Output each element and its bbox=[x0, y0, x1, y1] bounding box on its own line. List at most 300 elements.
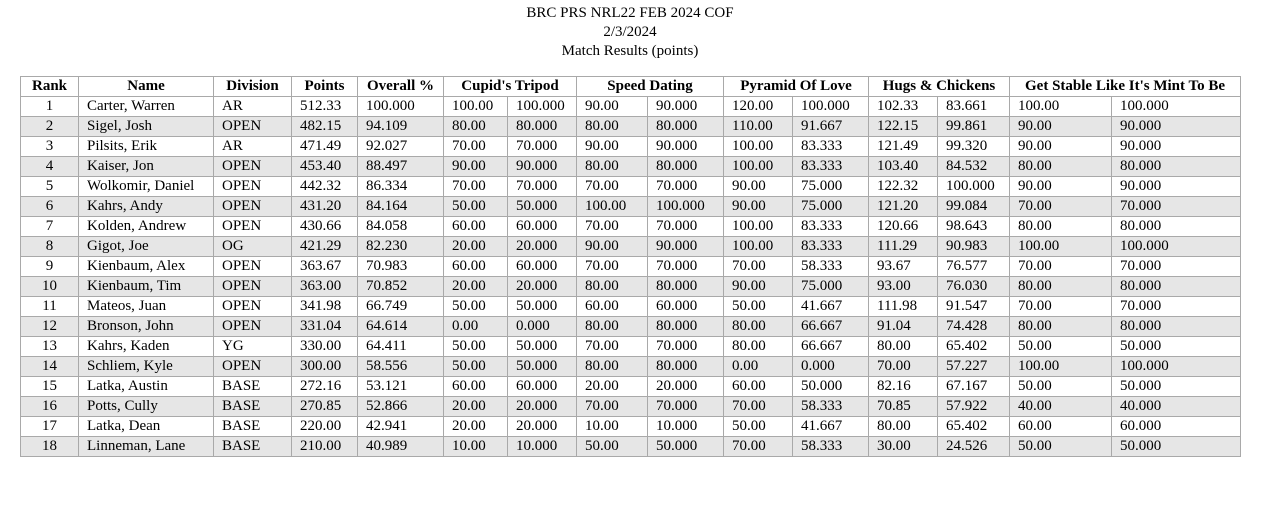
cell-stage-1-percent: 70.000 bbox=[508, 137, 577, 157]
cell-stage-1-percent: 50.000 bbox=[508, 297, 577, 317]
cell-name: Pilsits, Erik bbox=[79, 137, 214, 157]
table-row bbox=[21, 117, 1241, 137]
cell-stage-4-percent: 57.922 bbox=[938, 397, 1010, 417]
cell-rank: 8 bbox=[21, 237, 79, 257]
cell-stage-2-points: 60.00 bbox=[577, 297, 648, 317]
cell-stage-1-percent: 20.000 bbox=[508, 237, 577, 257]
cell-name: Schliem, Kyle bbox=[79, 357, 214, 377]
cell-stage-2-points: 80.00 bbox=[577, 357, 648, 377]
cell-stage-1-percent: 90.000 bbox=[508, 157, 577, 177]
cell-points: 453.40 bbox=[292, 157, 358, 177]
cell-stage-5-points: 100.00 bbox=[1010, 97, 1112, 117]
cell-overall-percent: 88.497 bbox=[358, 157, 444, 177]
cell-stage-1-percent: 50.000 bbox=[508, 357, 577, 377]
cell-stage-5-percent: 40.000 bbox=[1112, 397, 1241, 417]
cell-stage-2-points: 70.00 bbox=[577, 397, 648, 417]
cell-stage-2-points: 70.00 bbox=[577, 337, 648, 357]
cell-stage-3-percent: 83.333 bbox=[793, 157, 869, 177]
cell-rank: 16 bbox=[21, 397, 79, 417]
cell-stage-3-points: 80.00 bbox=[724, 317, 793, 337]
cell-division: BASE bbox=[214, 397, 292, 417]
cell-stage-1-points: 70.00 bbox=[444, 177, 508, 197]
cell-stage-4-points: 111.98 bbox=[869, 297, 938, 317]
cell-stage-1-points: 70.00 bbox=[444, 137, 508, 157]
report-subtitle: Match Results (points) bbox=[561, 43, 699, 59]
cell-stage-5-percent: 70.000 bbox=[1112, 257, 1241, 277]
cell-stage-2-points: 80.00 bbox=[577, 317, 648, 337]
cell-stage-1-points: 60.00 bbox=[444, 257, 508, 277]
cell-stage-3-percent: 66.667 bbox=[793, 317, 869, 337]
table-header-row bbox=[21, 77, 1241, 97]
table-row bbox=[21, 197, 1241, 217]
table-row bbox=[21, 317, 1241, 337]
table-row bbox=[21, 237, 1241, 257]
cell-name: Gigot, Joe bbox=[79, 237, 214, 257]
cell-name: Carter, Warren bbox=[79, 97, 214, 117]
cell-division: OPEN bbox=[214, 197, 292, 217]
cell-stage-4-percent: 99.320 bbox=[938, 137, 1010, 157]
cell-stage-2-points: 90.00 bbox=[577, 237, 648, 257]
cell-overall-percent: 64.411 bbox=[358, 337, 444, 357]
cell-points: 331.04 bbox=[292, 317, 358, 337]
cell-division: BASE bbox=[214, 417, 292, 437]
cell-stage-3-percent: 83.333 bbox=[793, 137, 869, 157]
cell-name: Potts, Cully bbox=[79, 397, 214, 417]
cell-name: Mateos, Juan bbox=[79, 297, 214, 317]
cell-division: OPEN bbox=[214, 117, 292, 137]
cell-points: 270.85 bbox=[292, 397, 358, 417]
cell-stage-2-points: 70.00 bbox=[577, 177, 648, 197]
cell-stage-3-points: 50.00 bbox=[724, 297, 793, 317]
cell-points: 421.29 bbox=[292, 237, 358, 257]
cell-stage-4-points: 80.00 bbox=[869, 337, 938, 357]
cell-stage-2-points: 70.00 bbox=[577, 257, 648, 277]
cell-stage-4-points: 82.16 bbox=[869, 377, 938, 397]
col-header-stage-1: Cupid's Tripod bbox=[444, 77, 577, 97]
cell-stage-2-points: 90.00 bbox=[577, 97, 648, 117]
table-row bbox=[21, 357, 1241, 377]
cell-stage-3-points: 100.00 bbox=[724, 217, 793, 237]
cell-stage-3-points: 90.00 bbox=[724, 177, 793, 197]
cell-stage-1-percent: 70.000 bbox=[508, 177, 577, 197]
cell-rank: 5 bbox=[21, 177, 79, 197]
cell-stage-3-percent: 83.333 bbox=[793, 217, 869, 237]
table-row bbox=[21, 277, 1241, 297]
cell-stage-2-points: 20.00 bbox=[577, 377, 648, 397]
cell-stage-2-percent: 10.000 bbox=[648, 417, 724, 437]
cell-stage-3-points: 50.00 bbox=[724, 417, 793, 437]
cell-stage-1-percent: 100.000 bbox=[508, 97, 577, 117]
cell-stage-2-percent: 70.000 bbox=[648, 217, 724, 237]
cell-stage-5-points: 50.00 bbox=[1010, 337, 1112, 357]
cell-stage-4-points: 121.20 bbox=[869, 197, 938, 217]
cell-stage-3-points: 110.00 bbox=[724, 117, 793, 137]
cell-stage-3-percent: 0.000 bbox=[793, 357, 869, 377]
cell-stage-4-percent: 65.402 bbox=[938, 417, 1010, 437]
cell-stage-3-percent: 41.667 bbox=[793, 297, 869, 317]
cell-stage-2-points: 80.00 bbox=[577, 277, 648, 297]
cell-stage-1-percent: 20.000 bbox=[508, 277, 577, 297]
cell-stage-3-percent: 83.333 bbox=[793, 237, 869, 257]
cell-stage-4-percent: 57.227 bbox=[938, 357, 1010, 377]
cell-stage-1-percent: 60.000 bbox=[508, 377, 577, 397]
cell-stage-1-points: 20.00 bbox=[444, 417, 508, 437]
cell-stage-3-points: 100.00 bbox=[724, 157, 793, 177]
cell-stage-5-percent: 80.000 bbox=[1112, 157, 1241, 177]
cell-division: YG bbox=[214, 337, 292, 357]
cell-division: AR bbox=[214, 97, 292, 117]
table-row bbox=[21, 257, 1241, 277]
cell-stage-2-percent: 70.000 bbox=[648, 177, 724, 197]
cell-stage-1-points: 50.00 bbox=[444, 357, 508, 377]
cell-stage-2-percent: 90.000 bbox=[648, 97, 724, 117]
cell-stage-5-percent: 80.000 bbox=[1112, 317, 1241, 337]
cell-stage-4-points: 91.04 bbox=[869, 317, 938, 337]
cell-stage-3-points: 90.00 bbox=[724, 277, 793, 297]
cell-points: 220.00 bbox=[292, 417, 358, 437]
cell-stage-3-points: 80.00 bbox=[724, 337, 793, 357]
cell-division: OPEN bbox=[214, 257, 292, 277]
cell-stage-4-points: 93.00 bbox=[869, 277, 938, 297]
table-row bbox=[21, 437, 1241, 457]
cell-points: 363.00 bbox=[292, 277, 358, 297]
cell-stage-2-percent: 100.000 bbox=[648, 197, 724, 217]
cell-name: Sigel, Josh bbox=[79, 117, 214, 137]
cell-stage-2-percent: 80.000 bbox=[648, 277, 724, 297]
cell-stage-2-points: 90.00 bbox=[577, 137, 648, 157]
match-title: BRC PRS NRL22 FEB 2024 COF bbox=[526, 5, 734, 21]
cell-stage-2-percent: 90.000 bbox=[648, 237, 724, 257]
cell-stage-3-points: 60.00 bbox=[724, 377, 793, 397]
cell-overall-percent: 70.983 bbox=[358, 257, 444, 277]
cell-stage-4-percent: 83.661 bbox=[938, 97, 1010, 117]
cell-points: 430.66 bbox=[292, 217, 358, 237]
col-header-stage-5: Get Stable Like It's Mint To Be bbox=[1010, 77, 1241, 97]
cell-stage-5-points: 90.00 bbox=[1010, 117, 1112, 137]
cell-name: Latka, Dean bbox=[79, 417, 214, 437]
col-header-rank: Rank bbox=[21, 77, 79, 97]
cell-stage-5-points: 70.00 bbox=[1010, 257, 1112, 277]
cell-stage-1-points: 10.00 bbox=[444, 437, 508, 457]
cell-stage-5-percent: 70.000 bbox=[1112, 297, 1241, 317]
cell-stage-5-percent: 100.000 bbox=[1112, 237, 1241, 257]
cell-points: 330.00 bbox=[292, 337, 358, 357]
cell-division: OPEN bbox=[214, 277, 292, 297]
cell-division: OPEN bbox=[214, 297, 292, 317]
cell-stage-4-percent: 24.526 bbox=[938, 437, 1010, 457]
cell-rank: 10 bbox=[21, 277, 79, 297]
cell-stage-5-points: 80.00 bbox=[1010, 277, 1112, 297]
cell-stage-1-percent: 60.000 bbox=[508, 217, 577, 237]
cell-stage-2-points: 80.00 bbox=[577, 117, 648, 137]
cell-stage-5-percent: 90.000 bbox=[1112, 117, 1241, 137]
cell-overall-percent: 42.941 bbox=[358, 417, 444, 437]
cell-stage-5-percent: 100.000 bbox=[1112, 357, 1241, 377]
cell-overall-percent: 52.866 bbox=[358, 397, 444, 417]
cell-stage-4-points: 93.67 bbox=[869, 257, 938, 277]
cell-points: 300.00 bbox=[292, 357, 358, 377]
cell-stage-1-points: 20.00 bbox=[444, 397, 508, 417]
cell-points: 363.67 bbox=[292, 257, 358, 277]
cell-name: Kahrs, Andy bbox=[79, 197, 214, 217]
cell-overall-percent: 82.230 bbox=[358, 237, 444, 257]
cell-name: Bronson, John bbox=[79, 317, 214, 337]
cell-stage-1-percent: 10.000 bbox=[508, 437, 577, 457]
cell-stage-4-points: 122.32 bbox=[869, 177, 938, 197]
cell-stage-4-points: 80.00 bbox=[869, 417, 938, 437]
cell-overall-percent: 84.164 bbox=[358, 197, 444, 217]
cell-stage-5-percent: 80.000 bbox=[1112, 217, 1241, 237]
col-header-stage-3: Pyramid Of Love bbox=[724, 77, 869, 97]
cell-stage-5-points: 60.00 bbox=[1010, 417, 1112, 437]
col-header-stage-2: Speed Dating bbox=[577, 77, 724, 97]
cell-stage-5-points: 90.00 bbox=[1010, 137, 1112, 157]
cell-stage-2-points: 50.00 bbox=[577, 437, 648, 457]
cell-rank: 2 bbox=[21, 117, 79, 137]
cell-division: OPEN bbox=[214, 157, 292, 177]
cell-stage-2-percent: 80.000 bbox=[648, 117, 724, 137]
cell-rank: 15 bbox=[21, 377, 79, 397]
report-header bbox=[0, 4, 1260, 61]
cell-stage-4-points: 122.15 bbox=[869, 117, 938, 137]
cell-stage-3-points: 0.00 bbox=[724, 357, 793, 377]
cell-rank: 4 bbox=[21, 157, 79, 177]
cell-stage-3-percent: 66.667 bbox=[793, 337, 869, 357]
cell-overall-percent: 58.556 bbox=[358, 357, 444, 377]
cell-overall-percent: 64.614 bbox=[358, 317, 444, 337]
cell-stage-5-points: 40.00 bbox=[1010, 397, 1112, 417]
cell-name: Latka, Austin bbox=[79, 377, 214, 397]
cell-stage-3-percent: 75.000 bbox=[793, 197, 869, 217]
cell-stage-2-percent: 60.000 bbox=[648, 297, 724, 317]
cell-stage-3-percent: 75.000 bbox=[793, 177, 869, 197]
cell-rank: 12 bbox=[21, 317, 79, 337]
cell-stage-3-points: 70.00 bbox=[724, 437, 793, 457]
cell-stage-2-points: 100.00 bbox=[577, 197, 648, 217]
cell-overall-percent: 94.109 bbox=[358, 117, 444, 137]
cell-stage-1-points: 80.00 bbox=[444, 117, 508, 137]
cell-overall-percent: 84.058 bbox=[358, 217, 444, 237]
cell-stage-5-points: 70.00 bbox=[1010, 297, 1112, 317]
cell-stage-3-percent: 41.667 bbox=[793, 417, 869, 437]
cell-name: Linneman, Lane bbox=[79, 437, 214, 457]
table-row bbox=[21, 417, 1241, 437]
cell-stage-4-percent: 76.577 bbox=[938, 257, 1010, 277]
cell-points: 512.33 bbox=[292, 97, 358, 117]
table-row bbox=[21, 137, 1241, 157]
cell-rank: 6 bbox=[21, 197, 79, 217]
results-body bbox=[21, 97, 1241, 457]
cell-overall-percent: 53.121 bbox=[358, 377, 444, 397]
cell-stage-3-percent: 91.667 bbox=[793, 117, 869, 137]
cell-stage-2-percent: 70.000 bbox=[648, 257, 724, 277]
cell-overall-percent: 66.749 bbox=[358, 297, 444, 317]
cell-stage-4-percent: 67.167 bbox=[938, 377, 1010, 397]
table-row bbox=[21, 97, 1241, 117]
cell-stage-3-percent: 58.333 bbox=[793, 257, 869, 277]
cell-stage-1-points: 90.00 bbox=[444, 157, 508, 177]
cell-stage-4-points: 70.00 bbox=[869, 357, 938, 377]
cell-stage-5-points: 80.00 bbox=[1010, 157, 1112, 177]
table-row bbox=[21, 377, 1241, 397]
cell-stage-1-points: 20.00 bbox=[444, 277, 508, 297]
cell-stage-1-points: 50.00 bbox=[444, 297, 508, 317]
cell-stage-4-percent: 99.084 bbox=[938, 197, 1010, 217]
cell-points: 442.32 bbox=[292, 177, 358, 197]
cell-rank: 11 bbox=[21, 297, 79, 317]
cell-overall-percent: 40.989 bbox=[358, 437, 444, 457]
cell-stage-4-percent: 99.861 bbox=[938, 117, 1010, 137]
cell-rank: 3 bbox=[21, 137, 79, 157]
cell-stage-4-points: 121.49 bbox=[869, 137, 938, 157]
cell-stage-1-percent: 20.000 bbox=[508, 397, 577, 417]
cell-stage-4-points: 103.40 bbox=[869, 157, 938, 177]
cell-stage-1-points: 60.00 bbox=[444, 217, 508, 237]
cell-points: 471.49 bbox=[292, 137, 358, 157]
cell-stage-4-points: 30.00 bbox=[869, 437, 938, 457]
cell-stage-2-percent: 80.000 bbox=[648, 357, 724, 377]
cell-stage-1-percent: 50.000 bbox=[508, 197, 577, 217]
cell-stage-1-percent: 60.000 bbox=[508, 257, 577, 277]
cell-points: 272.16 bbox=[292, 377, 358, 397]
table-row bbox=[21, 397, 1241, 417]
cell-stage-5-percent: 90.000 bbox=[1112, 177, 1241, 197]
cell-stage-5-points: 50.00 bbox=[1010, 377, 1112, 397]
cell-stage-3-points: 70.00 bbox=[724, 257, 793, 277]
cell-stage-3-points: 100.00 bbox=[724, 237, 793, 257]
cell-stage-3-points: 70.00 bbox=[724, 397, 793, 417]
cell-rank: 17 bbox=[21, 417, 79, 437]
cell-stage-5-points: 100.00 bbox=[1010, 357, 1112, 377]
cell-name: Kahrs, Kaden bbox=[79, 337, 214, 357]
cell-stage-1-points: 50.00 bbox=[444, 337, 508, 357]
cell-name: Kienbaum, Alex bbox=[79, 257, 214, 277]
cell-division: OG bbox=[214, 237, 292, 257]
cell-division: OPEN bbox=[214, 177, 292, 197]
cell-points: 482.15 bbox=[292, 117, 358, 137]
cell-division: BASE bbox=[214, 437, 292, 457]
cell-name: Kolden, Andrew bbox=[79, 217, 214, 237]
cell-points: 210.00 bbox=[292, 437, 358, 457]
cell-rank: 9 bbox=[21, 257, 79, 277]
cell-division: OPEN bbox=[214, 217, 292, 237]
cell-rank: 13 bbox=[21, 337, 79, 357]
cell-stage-3-percent: 50.000 bbox=[793, 377, 869, 397]
cell-stage-3-percent: 75.000 bbox=[793, 277, 869, 297]
cell-stage-5-points: 70.00 bbox=[1010, 197, 1112, 217]
cell-overall-percent: 92.027 bbox=[358, 137, 444, 157]
cell-stage-5-points: 50.00 bbox=[1010, 437, 1112, 457]
cell-stage-1-points: 20.00 bbox=[444, 237, 508, 257]
cell-stage-3-points: 90.00 bbox=[724, 197, 793, 217]
cell-overall-percent: 86.334 bbox=[358, 177, 444, 197]
cell-stage-1-points: 0.00 bbox=[444, 317, 508, 337]
cell-stage-5-percent: 50.000 bbox=[1112, 377, 1241, 397]
cell-stage-4-percent: 84.532 bbox=[938, 157, 1010, 177]
cell-rank: 1 bbox=[21, 97, 79, 117]
cell-stage-5-percent: 70.000 bbox=[1112, 197, 1241, 217]
cell-stage-5-points: 90.00 bbox=[1010, 177, 1112, 197]
cell-stage-2-points: 10.00 bbox=[577, 417, 648, 437]
table-row bbox=[21, 157, 1241, 177]
table-row bbox=[21, 217, 1241, 237]
cell-stage-2-percent: 70.000 bbox=[648, 337, 724, 357]
cell-stage-5-percent: 50.000 bbox=[1112, 437, 1241, 457]
cell-stage-1-percent: 20.000 bbox=[508, 417, 577, 437]
cell-stage-4-points: 120.66 bbox=[869, 217, 938, 237]
cell-name: Kaiser, Jon bbox=[79, 157, 214, 177]
cell-stage-5-points: 100.00 bbox=[1010, 237, 1112, 257]
cell-stage-1-points: 100.00 bbox=[444, 97, 508, 117]
cell-stage-4-points: 111.29 bbox=[869, 237, 938, 257]
col-header-points: Points bbox=[292, 77, 358, 97]
cell-stage-3-points: 120.00 bbox=[724, 97, 793, 117]
cell-points: 431.20 bbox=[292, 197, 358, 217]
cell-stage-4-points: 102.33 bbox=[869, 97, 938, 117]
table-row bbox=[21, 177, 1241, 197]
cell-division: BASE bbox=[214, 377, 292, 397]
results-table bbox=[20, 76, 1241, 457]
cell-stage-5-points: 80.00 bbox=[1010, 317, 1112, 337]
cell-overall-percent: 100.000 bbox=[358, 97, 444, 117]
col-header-overall-percent: Overall % bbox=[358, 77, 444, 97]
cell-stage-2-percent: 90.000 bbox=[648, 137, 724, 157]
col-header-division: Division bbox=[214, 77, 292, 97]
cell-stage-4-percent: 98.643 bbox=[938, 217, 1010, 237]
table-row bbox=[21, 297, 1241, 317]
cell-stage-5-percent: 80.000 bbox=[1112, 277, 1241, 297]
cell-stage-2-percent: 70.000 bbox=[648, 397, 724, 417]
cell-overall-percent: 70.852 bbox=[358, 277, 444, 297]
cell-stage-2-points: 70.00 bbox=[577, 217, 648, 237]
cell-division: OPEN bbox=[214, 357, 292, 377]
cell-stage-2-percent: 80.000 bbox=[648, 157, 724, 177]
cell-stage-4-percent: 76.030 bbox=[938, 277, 1010, 297]
cell-stage-4-percent: 74.428 bbox=[938, 317, 1010, 337]
cell-rank: 18 bbox=[21, 437, 79, 457]
cell-stage-4-percent: 100.000 bbox=[938, 177, 1010, 197]
cell-stage-4-points: 70.85 bbox=[869, 397, 938, 417]
cell-stage-1-percent: 0.000 bbox=[508, 317, 577, 337]
cell-stage-5-points: 80.00 bbox=[1010, 217, 1112, 237]
cell-stage-3-percent: 100.000 bbox=[793, 97, 869, 117]
cell-name: Kienbaum, Tim bbox=[79, 277, 214, 297]
cell-stage-3-percent: 58.333 bbox=[793, 437, 869, 457]
cell-name: Wolkomir, Daniel bbox=[79, 177, 214, 197]
cell-stage-1-percent: 50.000 bbox=[508, 337, 577, 357]
cell-stage-3-points: 100.00 bbox=[724, 137, 793, 157]
cell-stage-1-points: 60.00 bbox=[444, 377, 508, 397]
cell-rank: 7 bbox=[21, 217, 79, 237]
col-header-stage-4: Hugs & Chickens bbox=[869, 77, 1010, 97]
cell-stage-2-percent: 80.000 bbox=[648, 317, 724, 337]
table-row bbox=[21, 337, 1241, 357]
cell-stage-4-percent: 91.547 bbox=[938, 297, 1010, 317]
cell-stage-5-percent: 50.000 bbox=[1112, 337, 1241, 357]
cell-points: 341.98 bbox=[292, 297, 358, 317]
col-header-name: Name bbox=[79, 77, 214, 97]
cell-stage-5-percent: 90.000 bbox=[1112, 137, 1241, 157]
cell-stage-5-percent: 60.000 bbox=[1112, 417, 1241, 437]
match-date: 2/3/2024 bbox=[603, 24, 657, 40]
cell-stage-4-percent: 65.402 bbox=[938, 337, 1010, 357]
cell-stage-2-percent: 20.000 bbox=[648, 377, 724, 397]
cell-stage-3-percent: 58.333 bbox=[793, 397, 869, 417]
cell-stage-1-points: 50.00 bbox=[444, 197, 508, 217]
cell-stage-4-percent: 90.983 bbox=[938, 237, 1010, 257]
cell-division: OPEN bbox=[214, 317, 292, 337]
cell-division: AR bbox=[214, 137, 292, 157]
